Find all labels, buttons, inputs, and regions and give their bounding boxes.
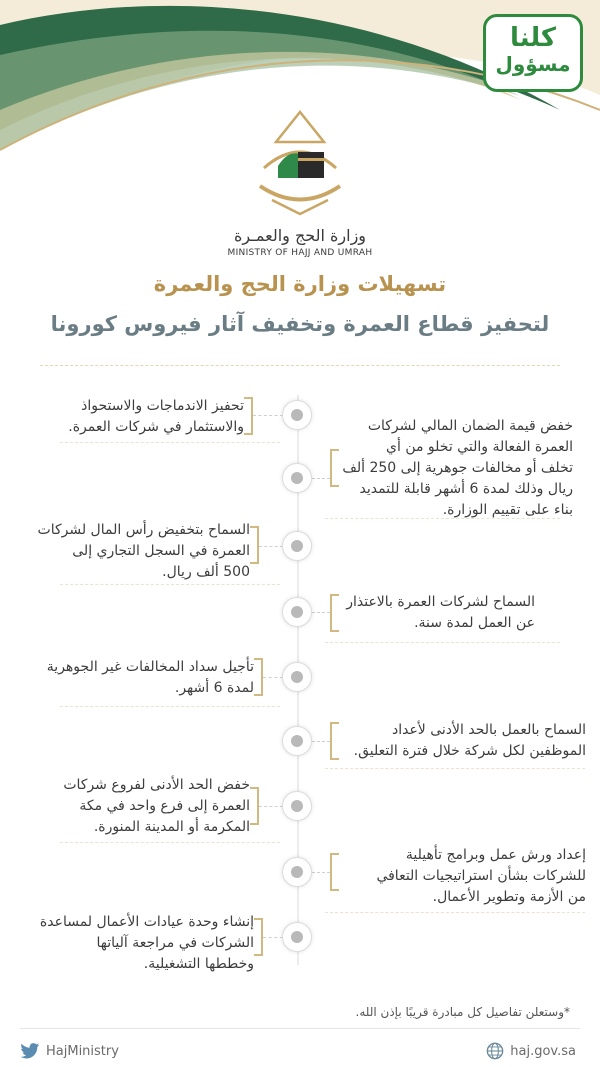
bracket: [330, 853, 339, 891]
timeline-node: [282, 726, 312, 756]
bracket: [254, 658, 263, 696]
connector: [253, 415, 283, 417]
title-line-2: لتحفيز قطاع العمرة وتخفيف آثار فيروس كورونا: [50, 312, 550, 336]
bracket: [330, 449, 339, 487]
connector: [312, 478, 330, 480]
initiative-item: خفض الحد الأدنى لفروع شركات العمرة إلى فرع واحد في مكة المكرمة أو المدينة المنورة.: [63, 777, 250, 835]
timeline-node: [282, 662, 312, 692]
ministry-logo-icon: [250, 108, 350, 218]
initiative-item: السماح بالعمل بالحد الأدنى لأعداد الموظفين لكل شركة خلال فترة التعليق.: [353, 722, 586, 759]
timeline-node: [282, 400, 312, 430]
timeline-node: [282, 857, 312, 887]
row-divider: [60, 442, 280, 443]
row-divider: [60, 842, 280, 843]
bracket: [330, 594, 339, 632]
timeline-node: [282, 791, 312, 821]
globe-icon: [486, 1042, 504, 1060]
initiative-item: السماح لشركات العمرة بالاعتذار عن العمل لمدة سنة.: [346, 594, 535, 631]
initiative-item: السماح بتخفيض رأس المال لشركات العمرة في السجل التجاري إلى 500 ألف ريال.: [37, 522, 250, 580]
initiative-item: إعداد ورش عمل وبرامج تأهيلية للشركات بشأن استراتيجيات التعافي من الأزمة وتطوير الأعمال.: [376, 847, 586, 905]
bracket: [330, 722, 339, 760]
connector: [312, 872, 330, 874]
title-line-1: تسهيلات وزارة الحج والعمرة: [153, 272, 447, 296]
timeline-node: [282, 597, 312, 627]
badge-line-1: كلنا: [509, 23, 557, 53]
timeline-node: [282, 922, 312, 952]
badge-line-2: مسؤول: [495, 52, 571, 76]
bracket: [244, 397, 253, 435]
initiative-item: تأجيل سداد المخالفات غير الجوهرية لمدة 6 أشهر.: [46, 659, 254, 696]
ministry-name-arabic: وزارة الحج والعمـرة: [233, 226, 367, 245]
connector: [312, 612, 330, 614]
row-divider: [60, 706, 280, 707]
connector: [263, 677, 283, 679]
timeline-node: [282, 531, 312, 561]
bracket: [250, 526, 259, 564]
divider: [40, 365, 560, 366]
footer-twitter[interactable]: [20, 1040, 119, 1062]
connector: [312, 741, 330, 743]
bracket: [254, 918, 263, 956]
timeline-node: [282, 463, 312, 493]
row-divider: [60, 584, 280, 585]
initiative-item: إنشاء وحدة عيادات الأعمال لمساعدة الشركات في مراجعة آلياتها وخططها التشغيلية.: [39, 914, 254, 972]
connector: [259, 806, 283, 808]
bracket: [250, 787, 259, 825]
row-divider: [325, 642, 560, 643]
connector: [263, 937, 283, 939]
twitter-bird-icon: [20, 1043, 40, 1059]
footer-website[interactable]: [486, 1040, 576, 1062]
kulluna-masool-badge: [483, 14, 583, 92]
twitter-handle: HajMinistry: [46, 1043, 119, 1059]
row-divider: [325, 768, 585, 769]
footer-divider: [20, 1028, 580, 1029]
row-divider: [325, 912, 585, 913]
website-url: haj.gov.sa: [510, 1043, 576, 1059]
connector: [259, 546, 283, 548]
initiative-item: خفض قيمة الضمان المالي لشركات العمرة الفعالة والتي تخلو من أي تخلف أو مخالفات جوهرية إلى 250 ألف ريال وذلك لمدة 6 أشهر قابلة للتمديد بناء على تقييم الوزارة.: [342, 418, 573, 518]
ministry-name-english: MINISTRY OF HAJJ AND UMRAH: [227, 248, 373, 258]
initiative-item: تحفيز الاندماجات والاستحواذ والاستثمار في شركات العمرة.: [68, 398, 244, 435]
footnote: *وستعلن تفاصيل كل مبادرة قريبًا بإذن الله.: [355, 1005, 570, 1019]
